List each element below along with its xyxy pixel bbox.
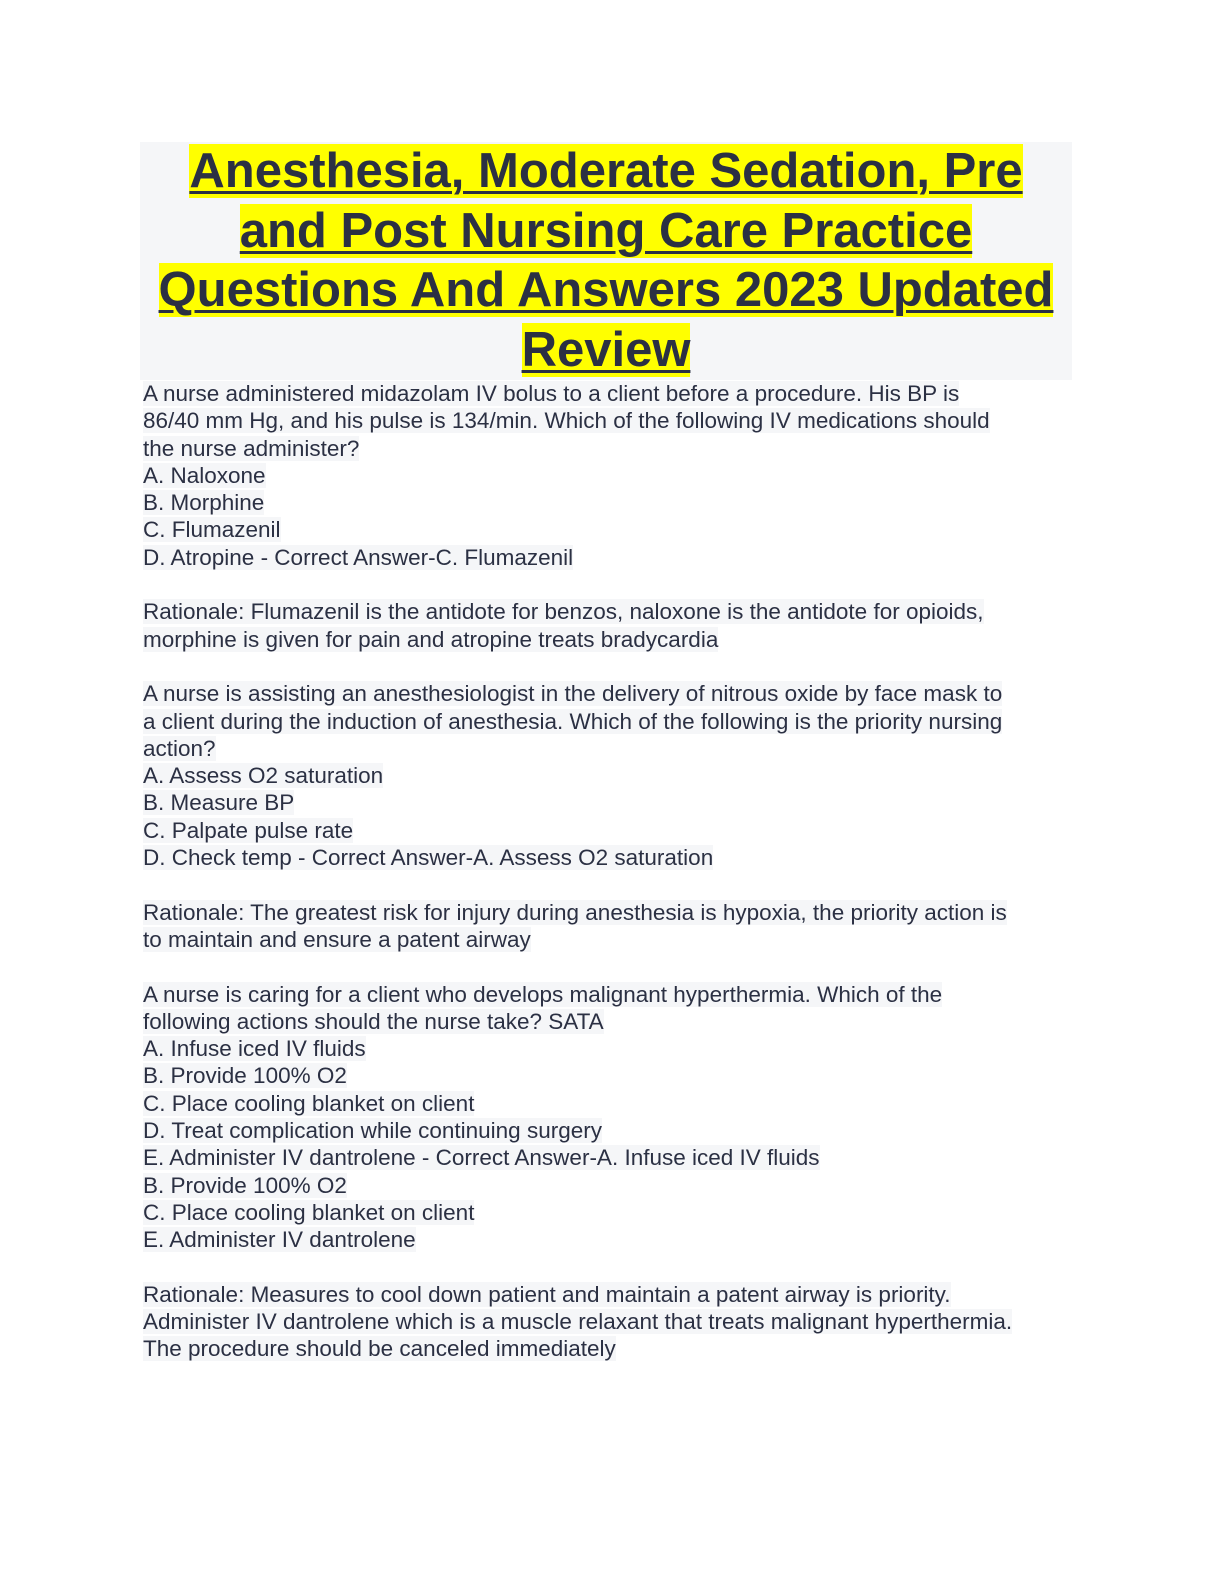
- rationale: [143, 899, 1073, 954]
- text-line: Administer IV dantrolene which is a muscle relaxant that treats malignant hyperthermia.: [143, 1309, 1013, 1335]
- answer-option: A. Assess O2 saturation: [143, 763, 384, 789]
- answer-option: E. Administer IV dantrolene: [143, 1227, 416, 1253]
- answer-option: A. Naloxone: [143, 462, 266, 488]
- text-line: Rationale: Measures to cool down patient and maintain a patent airway is priority.: [143, 1281, 951, 1307]
- text-line: Rationale: The greatest risk for injury during anesthesia is hypoxia, the priority action is: [143, 899, 1007, 925]
- answer-option: B. Provide 100% O2: [143, 1172, 347, 1198]
- spacer: [143, 571, 1073, 598]
- spacer: [143, 953, 1073, 980]
- answer-option: A. Infuse iced IV fluids: [143, 1036, 366, 1062]
- question-block: [143, 380, 1073, 680]
- answer-option: C. Palpate pulse rate: [143, 817, 354, 843]
- answer-option: C. Place cooling blanket on client: [143, 1199, 475, 1225]
- answer-option: B. Measure BP: [143, 790, 295, 816]
- answer-option: E. Administer IV dantrolene - Correct Answer-A. Infuse iced IV fluids: [143, 1145, 820, 1171]
- text-line: morphine is given for pain and atropine treats bradycardia: [143, 626, 719, 652]
- text-line: A nurse administered midazolam IV bolus to a client before a procedure. His BP is: [143, 381, 960, 406]
- answer-option: D. Check temp - Correct Answer-A. Assess O2 saturation: [143, 845, 714, 871]
- question-stem: [143, 981, 1073, 1036]
- spacer: [143, 653, 1073, 680]
- question-stem: [143, 680, 1073, 762]
- answer-option: D. Atropine - Correct Answer-C. Flumazenil: [143, 544, 574, 570]
- text-line: Rationale: Flumazenil is the antidote for benzos, naloxone is the antidote for opioids,: [143, 599, 984, 625]
- answer-options: [143, 462, 1073, 571]
- answer-options: [143, 1035, 1073, 1253]
- text-line: A nurse is caring for a client who develops malignant hyperthermia. Which of the: [143, 981, 943, 1007]
- answer-option: D. Treat complication while continuing surgery: [143, 1118, 602, 1144]
- answer-option: B. Morphine: [143, 490, 265, 516]
- text-line: action?: [143, 735, 216, 761]
- text-line: 86/40 mm Hg, and his pulse is 134/min. Which of the following IV medications should: [143, 408, 990, 434]
- answer-option: C. Place cooling blanket on client: [143, 1090, 475, 1116]
- text-line: following actions should the nurse take? SATA: [143, 1008, 604, 1034]
- spacer: [143, 871, 1073, 898]
- rationale: [143, 1281, 1073, 1363]
- text-line: the nurse administer?: [143, 435, 360, 461]
- question-block: [143, 680, 1073, 980]
- text-line: a client during the induction of anesthesia. Which of the following is the priority nursing: [143, 708, 1003, 734]
- answer-option: B. Provide 100% O2: [143, 1063, 347, 1089]
- text-line: A nurse is assisting an anesthesiologist in the delivery of nitrous oxide by face mask to: [143, 681, 1003, 707]
- spacer: [143, 1254, 1073, 1281]
- document-title-text: Anesthesia, Moderate Sedation, Pre and Post Nursing Care Practice Questions And Answers 2023 Updated Review: [158, 144, 1054, 377]
- question-stem: [143, 380, 1073, 462]
- document-body: [143, 380, 1073, 1363]
- document-title: [140, 142, 1072, 380]
- answer-options: [143, 762, 1073, 871]
- text-line: The procedure should be canceled immediately: [143, 1336, 616, 1362]
- title-block: [140, 142, 1072, 380]
- answer-option: C. Flumazenil: [143, 517, 281, 543]
- text-line: to maintain and ensure a patent airway: [143, 926, 531, 952]
- question-block: [143, 981, 1073, 1363]
- rationale: [143, 598, 1073, 653]
